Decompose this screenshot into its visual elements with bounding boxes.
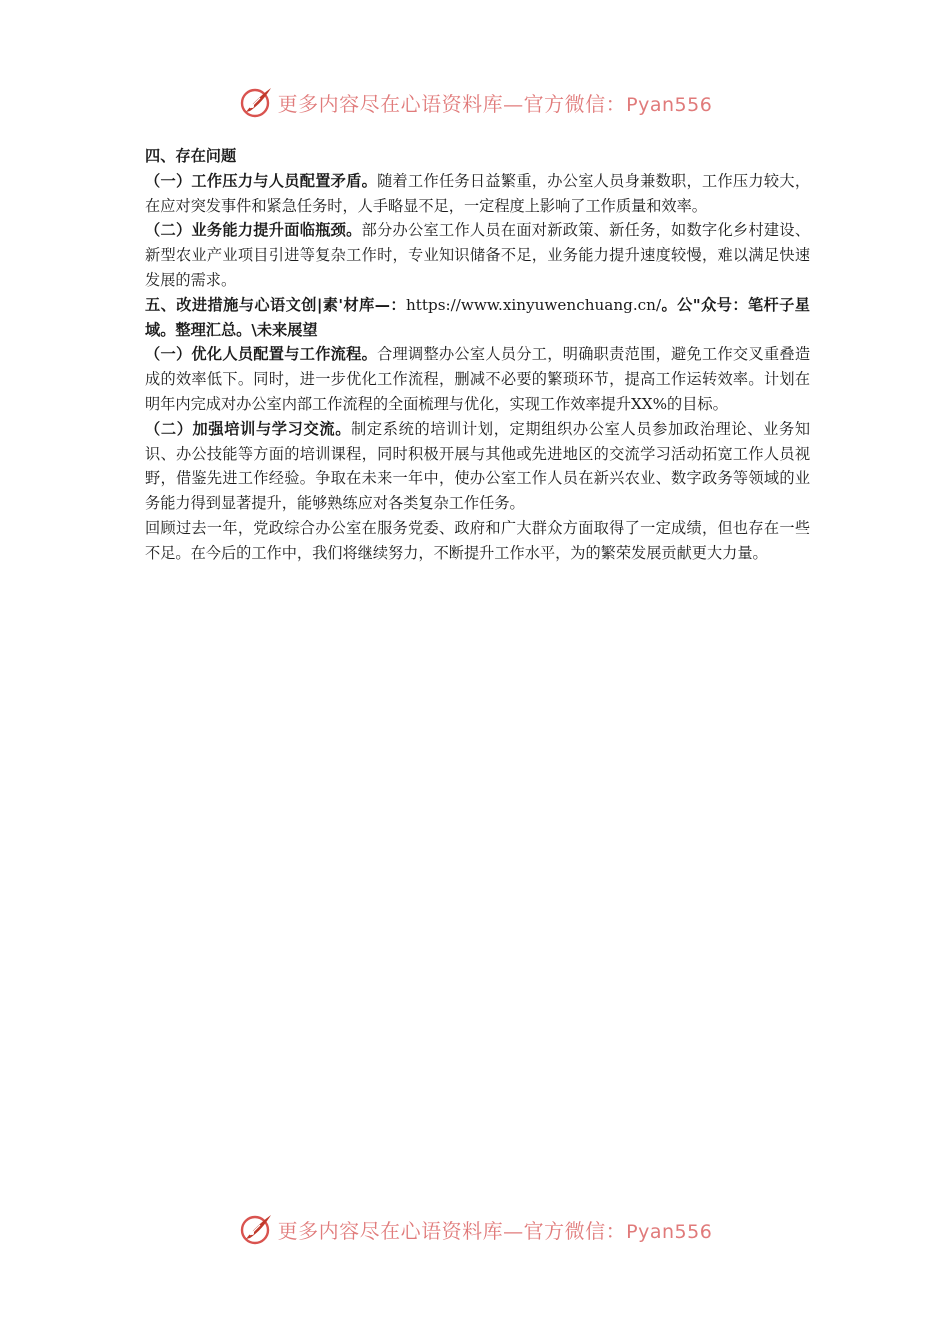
section-heading-improvements: 五、改进措施与心语文创|素'材库—：https://www.xinyuwenchuang.cn/。公"众号：笔杆子星域。整理汇总。\未来展望	[145, 295, 810, 339]
banner-text: 更多内容尽在心语资料库—官方微信：Pyan556	[277, 91, 713, 116]
paragraph-capability: （二）业务能力提升面临瓶颈。部分办公室工作人员在面对新政策、新任务，如数字化乡村建设、新型农业产业项目引进等复杂工作时，专业知识储备不足，业务能力提升速度较慢，难以满足快速发展的需求。	[145, 221, 811, 289]
quill-logo-icon	[238, 1211, 274, 1247]
document-body	[145, 144, 810, 566]
paragraph-workload: （一）工作压力与人员配置矛盾。随着工作任务日益繁重，办公室人员身兼数职，工作压力较大，在应对突发事件和紧急任务时，人手略显不足，一定程度上影响了工作质量和效率。	[145, 171, 811, 215]
paragraph-staffing: （一）优化人员配置与工作流程。合理调整办公室人员分工，明确职责范围，避免工作交叉重叠造成的效率低下。同时，进一步优化工作流程，删减不必要的繁琐环节，提高工作运转效率。计划在明年内完成对办公室内部工作流程的全面梳理与优化，实现工作效率提升XX%的目标。	[145, 345, 811, 413]
banner-text: 更多内容尽在心语资料库—官方微信：Pyan556	[277, 1218, 713, 1243]
paragraph-training: （二）加强培训与学习交流。制定系统的培训计划，定期组织办公室人员参加政治理论、业务知识、办公技能等方面的培训课程，同时积极开展与其他或先进地区的交流学习活动拓宽工作人员视野，借鉴先进工作经验。争取在未来一年中，使办公室工作人员在新兴农业、数字政务等领域的业务能力得到显著提升，能够熟练应对各类复杂工作任务。	[145, 419, 811, 513]
header-banner	[0, 80, 950, 124]
quill-logo-icon	[238, 84, 274, 120]
paragraph-conclusion: 回顾过去一年，党政综合办公室在服务党委、政府和广大群众方面取得了一定成绩，但也存在一些不足。在今后的工作中，我们将继续努力，不断提升工作水平，为的繁荣发展贡献更大力量。	[145, 518, 810, 562]
footer-banner	[0, 1207, 950, 1251]
section-heading-problems: 四、存在问题	[145, 147, 237, 165]
